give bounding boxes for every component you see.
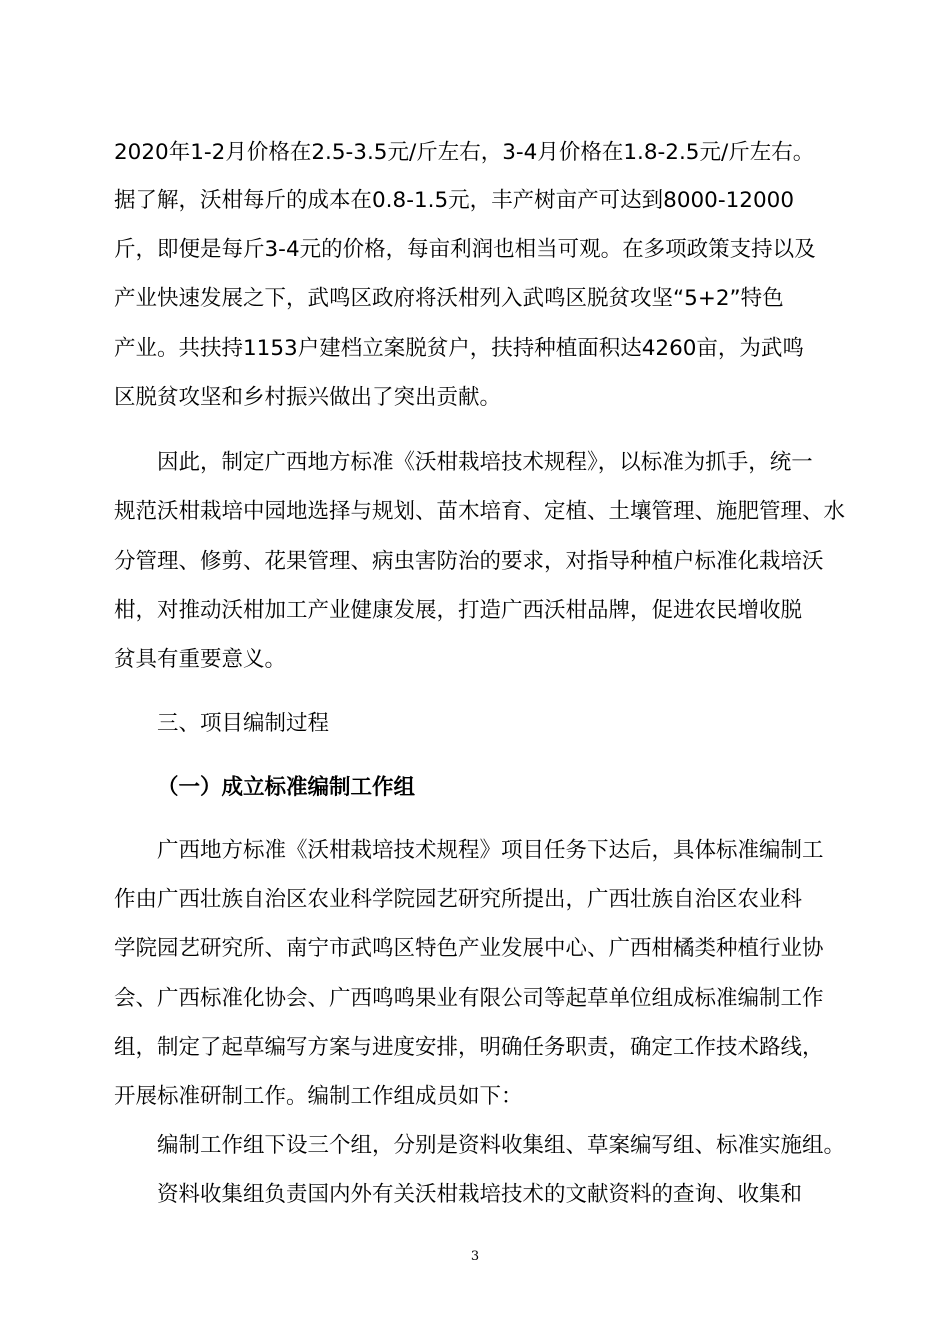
paragraph-line: 因此，制定广西地方标准《沃柑栽培技术规程》，以标准为抓手，统一 bbox=[157, 450, 813, 475]
paragraph-line: 产业快速发展之下，武鸣区政府将沃柑列入武鸣区脱贫攻坚“5+2”特色 bbox=[114, 286, 784, 311]
paragraph-line: 编制工作组下设三个组，分别是资料收集组、草案编写组、标准实施组。 bbox=[157, 1133, 846, 1158]
paragraph-line: 规范沃柑栽培中园地选择与规划、苗木培育、定植、土壤管理、施肥管理、水 bbox=[114, 499, 846, 524]
paragraph-line: 柑，对推动沃柑加工产业健康发展，打造广西沃柑品牌，促进农民增收脱 bbox=[114, 598, 803, 623]
paragraph-line: 贫具有重要意义。 bbox=[114, 647, 287, 672]
paragraph-line: 作由广西壮族自治区农业科学院园艺研究所提出，广西壮族自治区农业科 bbox=[114, 887, 803, 912]
paragraph-line: 开展标准研制工作。编制工作组成员如下： bbox=[114, 1084, 523, 1109]
paragraph-line: 学院园艺研究所、南宁市武鸣区特色产业发展中心、广西柑橘类种植行业协 bbox=[114, 936, 824, 961]
paragraph-line: 据了解，沃柑每斤的成本在0.8-1.5元，丰产树亩产可达到8000-12000 bbox=[114, 188, 795, 213]
paragraph-line: 区脱贫攻坚和乡村振兴做出了突出贡献。 bbox=[114, 385, 502, 410]
paragraph-line: 产业。共扶持1153户建档立案脱贫户，扶持种植面积达4260亩，为武鸣 bbox=[114, 336, 804, 361]
paragraph-line: 分管理、修剪、花果管理、病虫害防治的要求，对指导种植户标准化栽培沃 bbox=[114, 549, 824, 574]
paragraph-line: 会、广西标准化协会、广西鸣鸣果业有限公司等起草单位组成标准编制工作 bbox=[114, 986, 824, 1011]
page-number: 3 bbox=[470, 1249, 480, 1264]
paragraph-line: 广西地方标准《沃柑栽培技术规程》项目任务下达后，具体标准编制工 bbox=[157, 838, 824, 863]
paragraph-line: 斤，即便是每斤3-4元的价格，每亩利润也相当可观。在多项政策支持以及 bbox=[114, 237, 816, 262]
subsection-title: （一）成立标准编制工作组 bbox=[157, 775, 416, 800]
paragraph-line: 2020年1-2月价格在2.5-3.5元/斤左右，3-4月价格在1.8-2.5元/斤左右。 bbox=[114, 140, 815, 165]
paragraph-line: 组，制定了起草编写方案与进度安排，明确任务职责，确定工作技术路线， bbox=[114, 1035, 824, 1060]
paragraph-line: 资料收集组负责国内外有关沃柑栽培技术的文献资料的查询、收集和 bbox=[157, 1182, 803, 1207]
section-title: 三、项目编制过程 bbox=[157, 711, 330, 736]
